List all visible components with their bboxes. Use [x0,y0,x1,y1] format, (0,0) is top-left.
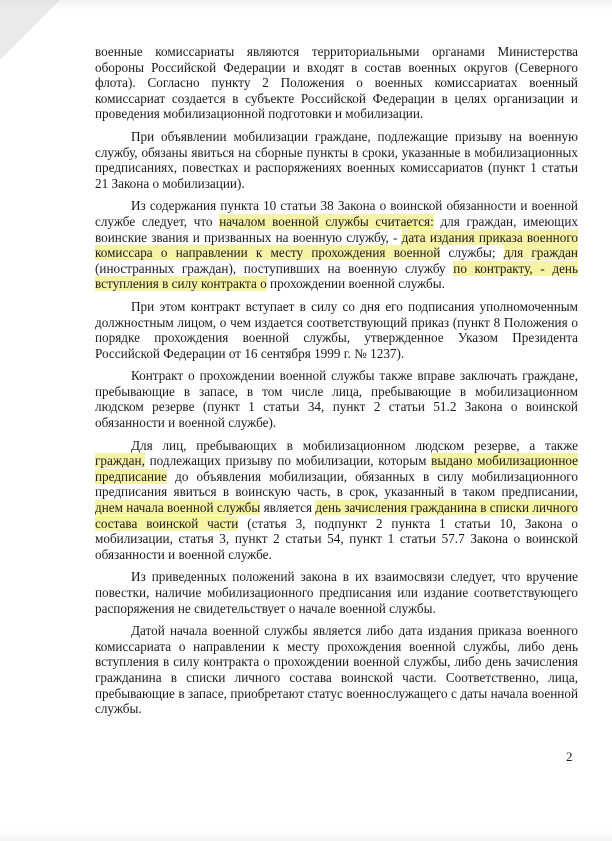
text-span: Из содержания пункта 10 статьи 38 Закона о воинской обязанности и военной службе следует, что [95,198,578,229]
paragraph-5: Контракт о прохождении военной службы также вправе заключать граждане, пребывающие в запасе, в том числе лица, пребывающие в мобилизационном людском резерве (пункт 1 статьи 34, пункт 2 статьи 51.2 Закона о воинской обязанности и военной службе). [95,368,578,431]
paragraph-2: При объявлении мобилизации граждане, подлежащие призыву на военную службу, обязаны явиться на сборные пункты в сроки, указанные в мобилизационных предписаниях, повестках и распоряжениях военных комиссариатов (пункт 1 статьи 21 Закона о мобилизации). [95,128,578,191]
document-body [95,44,578,724]
highlighted-text: по контракту, - день вступления в силу контракта о [95,260,578,292]
page-corner-fold [0,0,60,60]
paragraph-7: Из приведенных положений закона в их взаимосвязи следует, что вручение повестки, наличие мобилизационного предписания или издание соответствующего распоряжения не свидетельствует о начале военной службы. [95,569,578,616]
paragraph-1: военные комиссариаты являются территориальными органами Министерства обороны Российской Федерации и входят в состав военных округов (Северного флота). Согласно пункту 2 Положения о военных комиссариатах военный комиссариат создается в субъекте Российской Федерации в целях организации и проведения мобилизационной подготовки и мобилизации. [95,44,578,122]
text-span: подлежащих призыву по мобилизации, которым [144,453,432,469]
highlighted-text: началом военной службы считается: [219,213,434,229]
highlighted-text: для граждан [503,245,578,261]
paragraph-3 [95,198,578,292]
text-span: прохождении военной службы. [266,276,445,292]
text-span: до объявления мобилизации, обязанных в силу мобилизационного предписания явиться в воинскую часть, в срок, указанный в таком предписании, [95,468,578,500]
paragraph-4: При этом контракт вступает в силу со дня его подписания уполномоченным должностным лицом, о чем издается соответствующий приказ (пункт 8 Положения о порядке прохождения военной службы, утвержденное Указом Президента Российской Федерации от 16 сентября 1999 г. № 1237). [95,298,578,361]
text-span: для граждан, имеющих воинские звания и призванных на военную службу, - [95,213,578,245]
highlighted-text: граждан, [95,453,145,469]
paragraph-8: Датой начала военной службы является либо дата издания приказа военного комиссариата о направлении к месту прохождения военной службы, либо день вступления в силу контракта о прохождении военной службы, либо день зачисления гражданина в списки личного состава воинской части. Соответственно, лица, пребывающие в запасе, приобретают статус военнослужащего с даты начала военной службы. [95,623,578,717]
highlighted-text: выдано мобилизационное предписание [95,453,579,484]
paragraph-6 [95,438,578,563]
text-span: (иностранных граждан), поступивших на военную службу [95,260,454,276]
highlighted-text: день зачисления гражданина в списки личного состава воинской части [95,500,578,531]
highlighted-text: днем начала военной службы [95,500,261,516]
highlighted-text: дата издания приказа военного комиссара о направлении к месту прохождения военной [95,229,579,261]
text-span: является [260,500,316,516]
page-number: 2 [566,749,573,764]
text-span: Для лиц, пребывающих в мобилизационном людском резерве, а также [131,437,578,453]
text-span: (статья 3, подпункт 2 пункта 1 статьи 10, Закона о мобилизации, статья 3, пункт 2 статьи 54, пункт 1 статьи 57.7 Закона о воинской обязанности и военной службе. [95,515,578,562]
text-span: службы; [440,245,504,261]
